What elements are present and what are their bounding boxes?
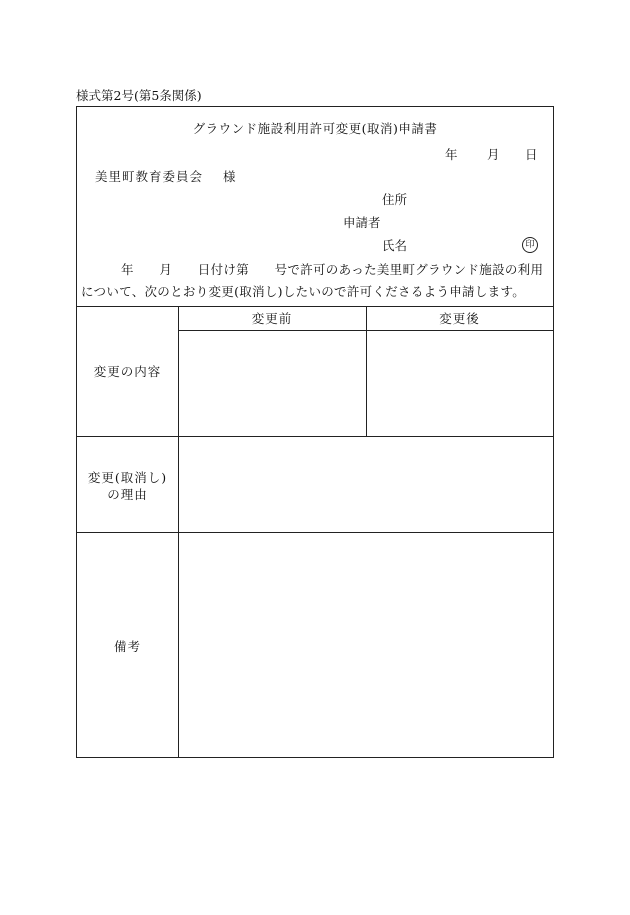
form-number: 様式第2号(第5条関係) <box>76 88 202 103</box>
name-label: 氏名 <box>382 238 408 253</box>
address-label: 住所 <box>382 192 408 207</box>
addressee-honorific: 様 <box>223 169 236 184</box>
field-change-after[interactable] <box>367 331 553 436</box>
column-header-before: 変更前 <box>251 311 293 326</box>
addressee-name: 美里町教育委員会 <box>95 169 204 184</box>
date-month-label: 月 <box>487 147 500 162</box>
seal-mark-icon: 印 <box>522 237 538 253</box>
application-form <box>76 106 554 758</box>
body-text-line-1: 年 月 日付け第 号で許可のあった美里町グラウンド施設の利用 <box>121 262 544 277</box>
date-day-label: 日 <box>525 147 538 162</box>
applicant-label: 申請者 <box>343 215 381 230</box>
body-text-line-2: について、次のとおり変更(取消し)したいので許可くださるよう申請します。 <box>81 284 526 299</box>
date-year-label: 年 <box>445 147 458 162</box>
row-label-reason-line-2: の理由 <box>107 487 148 502</box>
row-label-content: 変更の内容 <box>93 364 162 379</box>
field-remarks[interactable] <box>179 533 553 757</box>
row-label-reason-line-1: 変更(取消し) <box>87 470 168 485</box>
form-title: グラウンド施設利用許可変更(取消)申請書 <box>192 121 438 136</box>
row-label-remarks: 備考 <box>113 639 141 654</box>
field-change-reason[interactable] <box>179 437 553 532</box>
field-change-before[interactable] <box>179 331 366 436</box>
table-top-border <box>77 306 553 307</box>
column-header-after: 変更後 <box>439 311 480 326</box>
